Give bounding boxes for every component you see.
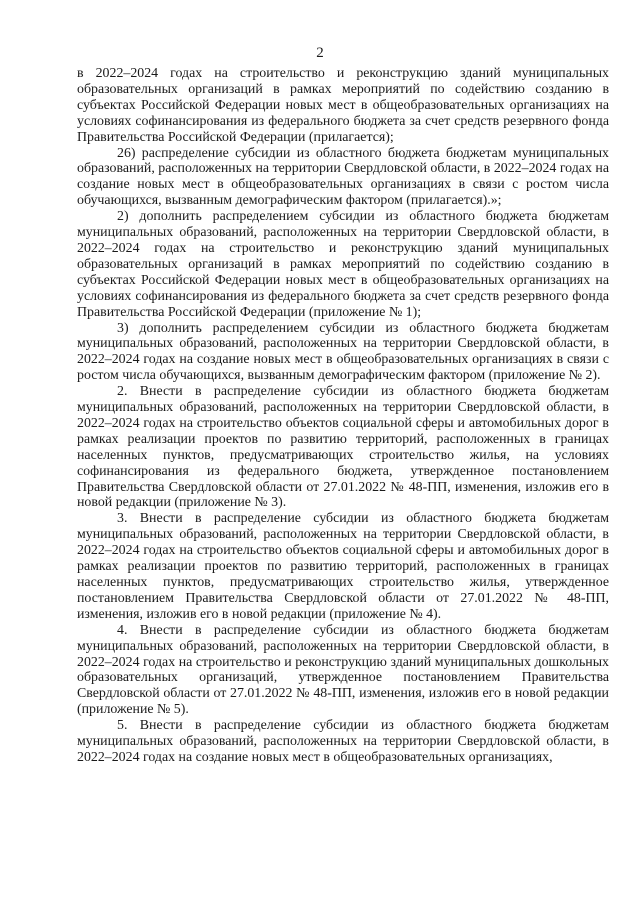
paragraph-section-3: 3. Внести в распределение субсидии из областного бюджета бюджетам муниципальных образований, расположенных на территории Свердловской области, в 2022–2024 годах на строительство объектов социальной сферы и автомобильных дорог в рамках реализации проектов по развитию территорий, расположенных в границах населенных пунктов, предусматривающих строительство жилья, утвержденное постановлением Правительства Свердловской области от 27.01.2022 № 48-ПП, изменения, изложив его в новой редакции (приложение № 4).	[77, 511, 609, 622]
document-body	[77, 66, 609, 766]
paragraph-section-4: 4. Внести в распределение субсидии из областного бюджета бюджетам муниципальных образований, расположенных на территории Свердловской области, в 2022–2024 годах на строительство и реконструкцию зданий муниципальных дошкольных образовательных организаций, утвержденное постановлением Правительства Свердловской области от 27.01.2022 № 48-ПП, изменения, изложив его в новой редакции (приложение № 5).	[77, 622, 609, 718]
paragraph-continuation: в 2022–2024 годах на строительство и реконструкцию зданий муниципальных образовательных организаций в рамках мероприятий по содействию созданию в субъектах Российской Федерации новых мест в общеобразовательных организациях на условиях софинансирования из федерального бюджета за счет средств резервного фонда Правительства Российской Федерации (прилагается);	[77, 66, 609, 145]
paragraph-item-3: 3) дополнить распределением субсидии из областного бюджета бюджетам муниципальных образований, расположенных на территории Свердловской области, в 2022–2024 годах на создание новых мест в общеобразовательных организациях в связи с ростом числа обучающихся, вызванным демографическим фактором (приложение № 2).	[77, 320, 609, 384]
paragraph-item-26: 26) распределение субсидии из областного бюджета бюджетам муниципальных образований, расположенных на территории Свердловской области, в 2022–2024 годах на создание новых мест в общеобразовательных организациях в связи с ростом числа обучающихся, вызванным демографическим фактором (прилагается).»;	[77, 145, 609, 209]
paragraph-section-2: 2. Внести в распределение субсидии из областного бюджета бюджетам муниципальных образований, расположенных на территории Свердловской области, в 2022–2024 годах на строительство объектов социальной сферы и автомобильных дорог в рамках реализации проектов по развитию территорий, расположенных в границах населенных пунктов, предусматривающих строительство жилья, на условиях софинансирования из федерального бюджета, утвержденное постановлением Правительства Свердловской области от 27.01.2022 № 48-ПП, изменения, изложив его в новой редакции (приложение № 3).	[77, 384, 609, 511]
paragraph-section-5: 5. Внести в распределение субсидии из областного бюджета бюджетам муниципальных образований, расположенных на территории Свердловской области, в 2022–2024 годах на создание новых мест в общеобразовательных организациях,	[77, 718, 609, 765]
page-number: 2	[316, 45, 324, 61]
paragraph-item-2: 2) дополнить распределением субсидии из областного бюджета бюджетам муниципальных образований, расположенных на территории Свердловской области, в 2022–2024 годах на строительство и реконструкцию зданий муниципальных образовательных организаций в рамках мероприятий по содействию созданию в субъектах Российской Федерации новых мест в общеобразовательных организациях на условиях софинансирования из федерального бюджета за счет средств резервного фонда Правительства Российской Федерации (приложение № 1);	[77, 209, 609, 320]
